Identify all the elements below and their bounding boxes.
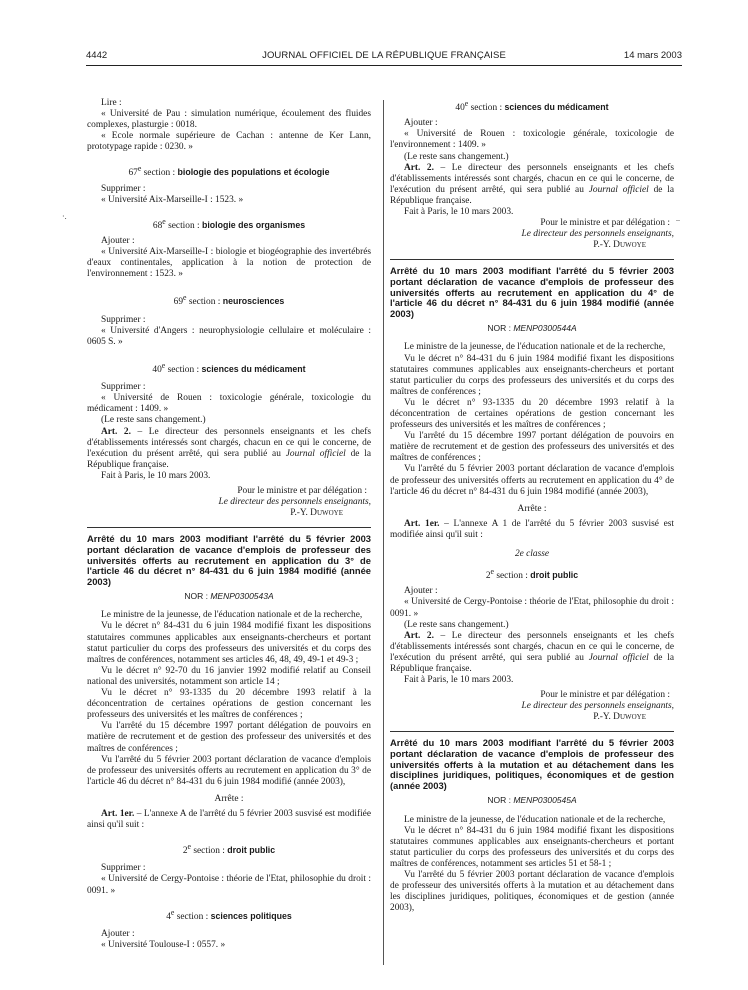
section-heading: 2e section : droit public [182, 842, 276, 857]
signature-role: Le directeur des personnels enseignants, [521, 701, 674, 712]
signature-name: P.-Y. Duwoye [593, 240, 646, 251]
signature-role: Le directeur des personnels enseignants, [218, 497, 371, 508]
visa: Vu l'arrêté du 5 février 2003 portant déclaration de vacance d'emplois de professeur des universités offerts à la mutation et au détachement dans les disciplines juridiques, politiques, économiques et de gestion (année 2003), [390, 869, 674, 914]
separator-rule [390, 731, 674, 732]
article-2: Art. 2. – Le directeur des personnels enseignants et les chefs d'établissements intéressés sont chargés, chacun en ce qui le concerne, de l'exécution du présent arrêté, qui sera publié au Journal officiel de la République française. [390, 630, 674, 674]
article-1: Art. 1er. – L'annexe A 1 de l'arrêté du 5 février 2003 susvisé est modifiée ainsi qu'il suit : [390, 518, 674, 540]
column-divider [383, 100, 384, 965]
nor-reference: NOR : MENP0300544A [487, 323, 577, 334]
preamble: Le ministre de la jeunesse, de l'éducation nationale et de la recherche, [101, 610, 363, 621]
list-item: « Université de Rouen : toxicologie générale, toxicologie de l'environnement : 1409. » [390, 129, 674, 151]
section-heading: 67e section : biologie des populations et écologie [128, 164, 330, 179]
section-heading: 68e section : biologie des organismes [152, 216, 306, 231]
list-item: « Université de Pau : simulation numérique, écoulement des fluides complexes, plasturgie : 0018. [87, 109, 371, 131]
reste-note: (Le reste sans changement.) [404, 619, 509, 630]
arrete-title: Arrêté du 10 mars 2003 modifiant l'arrêté du 5 février 2003 portant déclaration de vacance d'emplois de professeur des universités offerts au recrutement en application du 3° de l'article 46 du décret n° 84-431 du 6 juin 1984 modifié (année 2003) [87, 533, 371, 587]
arrete-label: Arrête : [517, 503, 547, 514]
preamble: Le ministre de la jeunesse, de l'éducation nationale et de la recherche, [404, 814, 666, 825]
fait-a-paris: Fait à Paris, le 10 mars 2003. [404, 206, 514, 217]
visa: Vu l'arrêté du 5 février 2003 portant déclaration de vacance d'emplois de professeur des universités offerts au recrutement en application du 4° de l'article 46 du décret n° 84-431 du 6 juin 1984 modifié (année 2003), [390, 464, 674, 497]
classe-heading: 2e classe [514, 549, 550, 559]
list-item: « Université Aix-Marseille-I : 1523. » [101, 194, 244, 205]
signature-line: Pour le ministre et par délégation : [540, 690, 670, 701]
separator-rule [390, 259, 674, 260]
lire-label: Lire : [101, 98, 122, 108]
visa: Vu le décret n° 84-431 du 6 juin 1984 modifié fixant les dispositions statutaires communes applicables aux enseignants-chercheurs et portant statut particulier du corps des professeurs des universités et du corps des maîtres de conférences, notamment ses articles 46, 48, 49, 49-1 et 49-3 ; [87, 621, 371, 665]
signature-line: Pour le ministre et par délégation : [540, 218, 670, 229]
list-item: « Université Toulouse-I : 0557. » [101, 939, 226, 950]
list-item: « Ecole normale supérieure de Cachan : antenne de Ker Lann, prototypage rapide : 0230. » [87, 131, 371, 153]
arrete-title: Arrêté du 10 mars 2003 modifiant l'arrêté du 5 février 2003 portant déclaration de vacance d'emplois de professeur des universités offerts à la mutation et au détachement dans les disciplines juridiques, politiques, économiques et de gestion (année 2003) [390, 737, 674, 791]
issue-date: 14 mars 2003 [623, 50, 682, 61]
supprimer-label: Supprimer : [101, 382, 146, 393]
arrete-label: Arrête : [214, 793, 244, 804]
article-2: Art. 2. – Le directeur des personnels enseignants et les chefs d'établissements intéressés sont chargés, chacun en ce qui le concerne, de l'exécution du présent arrêté, qui sera publié au Journal officiel de la République française. [87, 426, 371, 470]
section-heading: 2e section : droit public [485, 567, 579, 582]
list-item: « Université de Cergy-Pontoise : théorie de l'Etat, philosophie du droit : 0091. » [87, 874, 371, 896]
page-header [86, 50, 682, 64]
visa: Vu l'arrêté du 5 février 2003 portant déclaration de vacance d'emplois de professeur des universités offerts au recrutement en application du 3° de l'article 46 du décret n° 84-431 du 6 juin 1984 modifié (année 2003), [87, 754, 371, 787]
signature-name: P.-Y. Duwoye [593, 712, 646, 723]
section-heading: 4e section : sciences politiques [166, 907, 292, 922]
signature-name: P.-Y. Duwoye [290, 508, 343, 519]
visa: Vu l'arrêté du 15 décembre 1997 portant délégation de pouvoirs en matière de recrutement et de gestion des professeurs des universités et des maîtres de conférences ; [390, 431, 674, 464]
visa: Vu le décret n° 84-431 du 6 juin 1984 modifié fixant les dispositions statutaires communes applicables aux enseignants-chercheurs et portant statut particulier du corps des professeurs des universités et du corps des maîtres de conférences, notamment ses articles 51 et 58-1 ; [390, 825, 674, 869]
preamble: Le ministre de la jeunesse, de l'éducation nationale et de la recherche, [404, 342, 666, 353]
signature-role: Le directeur des personnels enseignants, [521, 229, 674, 240]
supprimer-label: Supprimer : [101, 314, 146, 325]
nor-reference: NOR : MENP0300543A [184, 591, 274, 602]
reste-note: (Le reste sans changement.) [404, 151, 509, 162]
journal-title: JOURNAL OFFICIEL DE LA RÉPUBLIQUE FRANÇAISE [262, 50, 506, 61]
fait-a-paris: Fait à Paris, le 10 mars 2003. [101, 470, 211, 481]
right-column [390, 98, 674, 914]
ajouter-label: Ajouter : [101, 236, 135, 247]
list-item: « Université Aix-Marseille-I : biologie et biogéographie des invertébrés d'eaux continentales, application à la notion de protection de l'environnement : 1523. » [87, 247, 371, 280]
ajouter-label: Ajouter : [101, 928, 135, 939]
section-heading: 40e section : sciences du médicament [152, 360, 306, 376]
header-rule [86, 65, 682, 66]
section-heading: 40e section : sciences du médicament [455, 99, 609, 114]
fait-a-paris: Fait à Paris, le 10 mars 2003. [404, 675, 514, 686]
ajouter-label: Ajouter : [404, 586, 438, 597]
reste-note: (Le reste sans changement.) [101, 415, 206, 426]
margin-mark: ·. [62, 212, 67, 221]
arrete-title: Arrêté du 10 mars 2003 modifiant l'arrêté du 5 février 2003 portant déclaration de vacance d'emplois de professeur des universités offerts au recrutement en application du 4° de l'article 46 du décret n° 84-431 du 6 juin 1984 modifié (année 2003) [390, 265, 674, 319]
list-item: « Université de Cergy-Pontoise : théorie de l'Etat, philosophie du droit : 0091. » [390, 597, 674, 619]
article-2: Art. 2. – Le directeur des personnels enseignants et les chefs d'établissements intéressés sont chargés, chacun en ce qui le concerne, de l'exécution du présent arrêté, qui sera publié au Journal officiel de la République française. [390, 162, 674, 206]
section-heading: 69e section : neurosciences [173, 293, 285, 308]
separator-rule [87, 527, 371, 528]
left-column [87, 98, 371, 951]
article-1: Art. 1er. – L'annexe A de l'arrêté du 5 février 2003 susvisé est modifiée ainsi qu'il suit : [87, 808, 371, 831]
visa: Vu le décret n° 84-431 du 6 juin 1984 modifié fixant les dispositions statutaires communes applicables aux enseignants-chercheurs et portant statut particulier du corps des professeurs des universités et du corps des maîtres de conférences ; [390, 353, 674, 397]
supprimer-label: Supprimer : [101, 183, 146, 194]
page-number: 4442 [86, 50, 108, 61]
visa: Vu l'arrêté du 15 décembre 1997 portant délégation de pouvoirs en matière de recrutement et de gestion des professeur des universités et des maîtres de conférences ; [87, 721, 371, 754]
list-item: « Université de Rouen : toxicologie générale, toxicologie du médicament : 1409. » [87, 393, 371, 415]
visa: Vu le décret n° 93-1335 du 20 décembre 1993 relatif à la déconcentration de certaines opérations de gestion concernant les professeurs des universités et les maîtres de conférences ; [87, 688, 371, 721]
nor-reference: NOR : MENP0300545A [487, 795, 577, 806]
list-item: « Université d'Angers : neurophysiologie cellulaire et moléculaire : 0605 S. » [87, 325, 371, 347]
visa: Vu le décret n° 93-1335 du 20 décembre 1993 relatif à la déconcentration de certaines opérations de gestion concernant les professeurs des universités et les maîtres de conférences ; [390, 397, 674, 431]
ajouter-label: Ajouter : [404, 118, 438, 129]
signature-line: Pour le ministre et par délégation : [237, 486, 367, 497]
visa: Vu le décret n° 92-70 du 16 janvier 1992 modifié relatif au Conseil national des universités, notamment son article 14 ; [87, 665, 371, 687]
supprimer-label: Supprimer : [101, 863, 146, 874]
margin-mark: .. [676, 214, 680, 223]
